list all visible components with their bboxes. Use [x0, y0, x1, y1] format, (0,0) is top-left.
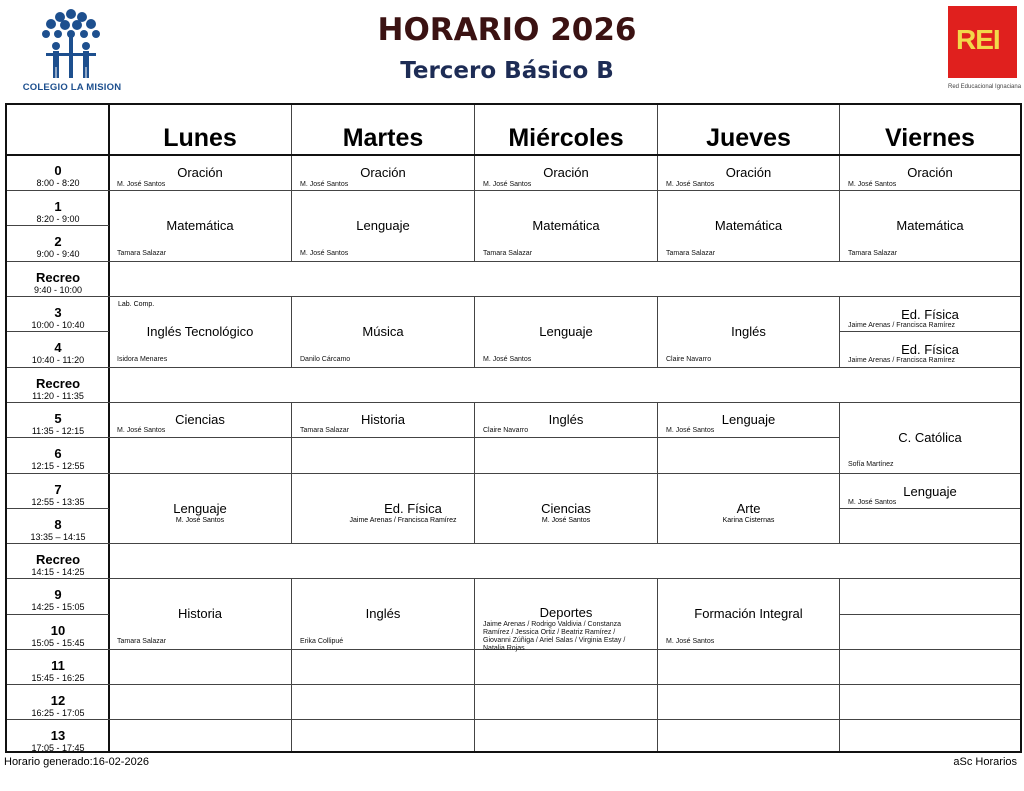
period-label-3: 3 10:00 - 10:40 [31, 305, 85, 330]
lesson-subject: Ciencias [175, 412, 225, 427]
lesson-teacher: Sofía Martínez [848, 461, 894, 468]
lesson-subject: Lenguaje [539, 324, 593, 339]
lesson-teacher: Jaime Arenas / Francisca Ramírez [848, 357, 955, 364]
lesson-cell[interactable] [475, 191, 657, 261]
day-header-lunes: Lunes [163, 124, 237, 152]
lesson-cell[interactable] [840, 155, 1020, 190]
lesson-cell[interactable] [475, 579, 657, 652]
lesson-cell[interactable] [658, 474, 839, 543]
lesson-teacher: Tamara Salazar [483, 250, 533, 257]
lesson-cell[interactable] [292, 155, 474, 190]
lesson-teacher: Claire Navarro [666, 356, 712, 363]
lesson-subject: Oración [725, 165, 772, 180]
lesson-cell[interactable] [109, 191, 291, 261]
lesson-cell[interactable] [292, 579, 474, 649]
lesson-teacher: M. José Santos [175, 517, 225, 524]
lesson-subject: Oración [543, 165, 589, 180]
period-label-9: 9 14:25 - 15:05 [31, 587, 85, 612]
period-label-7: 7 12:55 - 13:35 [31, 482, 85, 507]
lesson-subject: Ciencias [541, 501, 591, 516]
lesson-subject: Historia [177, 606, 223, 621]
lesson-teacher: Tamara Salazar [117, 250, 167, 257]
lesson-teacher: Claire Navarro [483, 427, 529, 434]
lesson-cell[interactable] [840, 474, 1020, 508]
lesson-cell[interactable] [840, 191, 1020, 261]
lesson-subject: Lenguaje [903, 484, 957, 499]
lesson-cell[interactable] [475, 155, 657, 190]
lesson-cell[interactable] [475, 297, 657, 367]
school-name: COLEGIO LA MISION [22, 82, 122, 93]
lesson-teacher: Tamara Salazar [300, 427, 350, 434]
day-header-martes: Martes [342, 124, 424, 152]
lesson-teacher: Jaime Arenas / Francisca Ramírez [349, 517, 457, 524]
period-label-1: 1 8:20 - 9:00 [36, 199, 80, 224]
rei-logo [948, 6, 1022, 90]
lesson-subject: Formación Integral [694, 606, 803, 621]
lesson-subject: Música [362, 324, 404, 339]
lesson-subject: Historia [360, 412, 406, 427]
lesson-cell[interactable] [658, 403, 839, 437]
lesson-cell[interactable] [109, 155, 291, 190]
lesson-cell[interactable] [292, 403, 474, 437]
lesson-subject: Matemática [532, 218, 600, 233]
day-header-jueves: Jueves [706, 124, 791, 152]
lesson-subject: Lenguaje [721, 412, 776, 427]
lesson-teacher: Erika Collipué [300, 638, 344, 645]
recess-label-1: Recreo 9:40 - 10:00 [33, 270, 83, 295]
period-label-6: 6 12:15 - 12:55 [31, 446, 85, 471]
generator-brand: aSc Horarios [953, 756, 1017, 768]
lesson-cell[interactable] [840, 297, 1020, 331]
lesson-subject: Oración [907, 165, 953, 180]
lesson-cell[interactable] [840, 403, 1020, 473]
lesson-teacher: Tamara Salazar [848, 250, 898, 257]
lesson-teacher: M. José Santos [483, 181, 532, 188]
lesson-cell[interactable] [475, 403, 657, 437]
lesson-subject: Inglés [548, 412, 584, 427]
lesson-teacher: Tamara Salazar [117, 638, 167, 645]
lesson-teacher: M. José Santos [541, 517, 591, 524]
lesson-cell[interactable] [109, 474, 291, 543]
lesson-cell[interactable] [109, 579, 291, 649]
lesson-teacher: M. José Santos [848, 181, 897, 188]
lesson-teacher: Karina Cisternas [722, 517, 775, 524]
page-title: HORARIO 2026 [377, 12, 637, 48]
period-label-8: 8 13:35 – 14:15 [30, 517, 86, 542]
lesson-room: Lab. Comp. [118, 301, 155, 308]
period-label-5: 5 11:35 - 12:15 [31, 411, 85, 436]
lesson-subject: Arte [736, 501, 761, 516]
lesson-cell[interactable] [475, 474, 657, 543]
period-label-2: 2 9:00 - 9:40 [36, 234, 80, 259]
lesson-cell[interactable] [658, 579, 839, 649]
lesson-teacher: M. José Santos [848, 499, 897, 506]
lesson-teacher: Jaime Arenas / Rodrigo Valdivia / Constanza Ramírez / Jessica Ortiz / Beatriz Ramírez / Giovanni Zúñiga / Ariel Salas / Virginia Estay / Natalia Rojas [483, 621, 626, 652]
lesson-subject: Matemática [896, 218, 964, 233]
period-label-13: 13 17:05 - 17:45 [31, 728, 85, 753]
lesson-cell[interactable] [292, 474, 474, 543]
lesson-teacher: Danilo Cárcamo [300, 356, 351, 363]
day-header-miercoles: Miércoles [508, 124, 624, 152]
period-label-10: 10 15:05 - 15:45 [31, 623, 85, 648]
lesson-teacher: Isidora Menares [117, 356, 168, 363]
lesson-teacher: M. José Santos [300, 250, 349, 257]
day-header-viernes: Viernes [885, 124, 975, 152]
lesson-teacher: Tamara Salazar [666, 250, 716, 257]
recess-label-3: Recreo 14:15 - 14:25 [31, 552, 85, 577]
lesson-cell[interactable] [292, 297, 474, 367]
lesson-teacher: M. José Santos [300, 181, 349, 188]
period-label-12: 12 16:25 - 17:05 [31, 693, 85, 718]
page-subtitle: Tercero Básico B [400, 58, 614, 84]
period-label-4: 4 10:40 - 11:20 [31, 340, 85, 365]
lesson-cell[interactable] [292, 191, 474, 261]
lesson-subject: Inglés [731, 324, 766, 339]
lesson-cell[interactable] [109, 403, 291, 437]
rei-caption: Red Educacional Ignaciana [948, 84, 1022, 90]
lesson-cell[interactable] [658, 191, 839, 261]
lesson-subject: Ed. Física [901, 342, 959, 357]
lesson-cell[interactable] [109, 297, 291, 367]
lesson-subject: Lenguaje [356, 218, 410, 233]
lesson-cell[interactable] [658, 297, 839, 367]
lesson-subject: Inglés [365, 606, 401, 621]
lesson-teacher: M. José Santos [666, 181, 715, 188]
lesson-subject: Matemática [166, 218, 234, 233]
lesson-cell[interactable] [840, 332, 1020, 367]
lesson-subject: Deportes [539, 605, 593, 620]
lesson-subject: Oración [360, 165, 406, 180]
lesson-teacher: M. José Santos [483, 356, 532, 363]
lesson-subject: Ed. Física [901, 307, 959, 322]
recess-label-2: Recreo 11:20 - 11:35 [32, 376, 84, 401]
lesson-teacher: M. José Santos [666, 427, 715, 434]
lesson-teacher: M. José Santos [666, 638, 715, 645]
lesson-teacher: M. José Santos [117, 427, 166, 434]
lesson-teacher: Jaime Arenas / Francisca Ramírez [848, 322, 955, 329]
lesson-subject: Lenguaje [173, 501, 227, 516]
lesson-teacher: M. José Santos [117, 181, 166, 188]
generated-date: Horario generado:16-02-2026 [4, 756, 149, 768]
lesson-subject: Inglés Tecnológico [146, 324, 254, 339]
period-label-11: 11 15:45 - 16:25 [31, 658, 85, 683]
lesson-subject: Matemática [714, 218, 783, 233]
lesson-subject: C. Católica [898, 430, 962, 445]
lesson-subject: Oración [177, 165, 223, 180]
lesson-cell[interactable] [658, 155, 839, 190]
period-label-0: 0 8:00 - 8:20 [36, 163, 80, 188]
lesson-subject: Ed. Física [384, 501, 442, 516]
rei-logo-text: REI [956, 24, 1000, 55]
timetable-grid [5, 103, 1022, 753]
